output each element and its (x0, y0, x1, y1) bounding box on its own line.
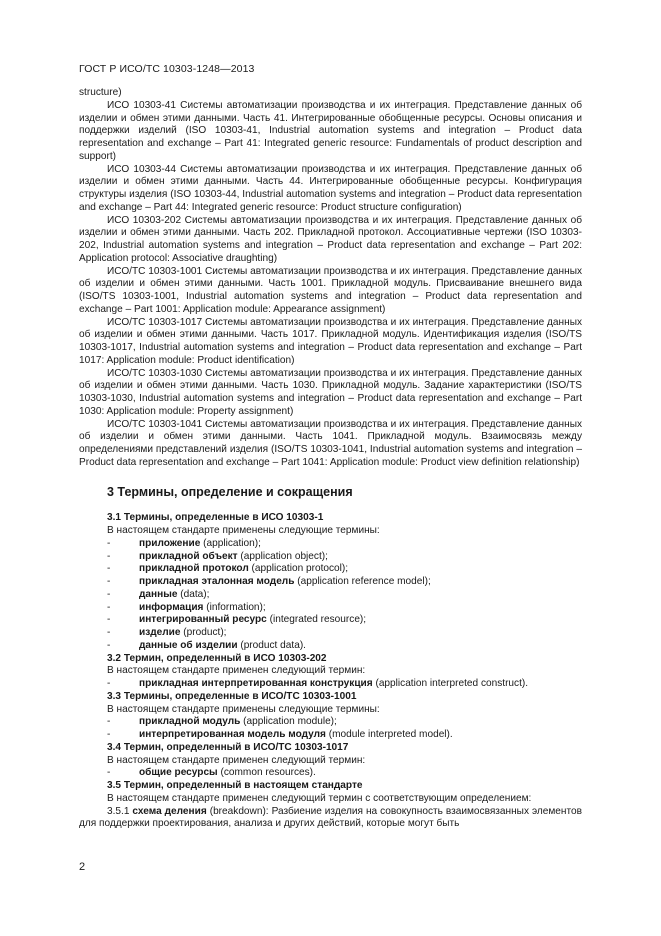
ref-iso-ts-10303-1001: ИСО/ТС 10303-1001 Системы автоматизации производства и их интеграция. Представление данных об изделии и обмен этими данными. Часть 1001. Прикладной модуль. Присваивание внешнего вида (ISO/TS 10303-1001, Industrial automation systems and integration – Product data representation and exchange – Part 1001: Application module: Appearance assignment) (79, 265, 582, 315)
term-english: (application object); (237, 550, 328, 562)
list-bullet: - (107, 563, 111, 575)
subsection-intro: В настоящем стандарте применен следующий термин: (107, 665, 366, 677)
list-item (107, 767, 582, 780)
term: прикладная интерпретированная конструкция (139, 678, 373, 689)
ref-iso-10303-202: ИСО 10303-202 Системы автоматизации производства и их интеграция. Представление данных об изделии и обмен этими данными. Часть 202. Прикладной протокол. Ассоциативные чертежи (ISO 10303-202, Industrial automation systems and integration – Product data representation and exchange – Part 202: Application protocol: Associative draughting) (79, 214, 582, 264)
ref-iso-10303-44: ИСО 10303-44 Системы автоматизации производства и их интеграция. Представление данных об изделии и обмен этими данными. Часть 44. Интегрированные обобщенные ресурсы. Конфигурация структуры изделия (ISO 10303-44, Industrial automation systems and integration – Product data representation and exchange – Part 44: Integrated generic resource: Product structure configuration) (79, 163, 582, 213)
term-english: (information); (203, 601, 266, 613)
list-bullet: - (107, 729, 111, 740)
term-english: (product); (180, 627, 227, 638)
list-item (107, 640, 582, 653)
list-bullet: - (107, 576, 111, 587)
list-item (107, 551, 582, 564)
document-header: ГОСТ Р ИСО/ТС 10303-1248—2013 (79, 63, 255, 75)
list-bullet: - (107, 767, 111, 779)
list-item (107, 576, 582, 589)
term: прикладной объект (139, 550, 238, 562)
list-bullet: - (107, 537, 111, 549)
term: данные (139, 588, 178, 600)
definition-number: 3.5.1 (107, 805, 133, 817)
list-bullet: - (107, 614, 111, 626)
list-bullet: - (107, 716, 111, 728)
subsection-intro: В настоящем стандарте применены следующие термины: (107, 703, 380, 715)
term: прикладной протокол (139, 563, 249, 575)
term: интерпретированная модель модуля (139, 729, 326, 740)
list-item (107, 589, 582, 602)
term-english: (application protocol); (248, 563, 349, 575)
term: прикладной модуль (139, 716, 241, 728)
term-english: (module interpreted model). (325, 729, 453, 740)
term: изделие (139, 627, 181, 638)
subsection-intro: В настоящем стандарте применен следующий термин: (107, 754, 366, 766)
term-english: (data); (177, 588, 210, 600)
list-bullet: - (107, 639, 111, 651)
list-bullet: - (107, 601, 111, 613)
term: информация (139, 601, 204, 613)
subsection-intro: В настоящем стандарте применены следующие термины: (107, 525, 380, 536)
list-bullet: - (107, 550, 111, 562)
ref-iso-ts-10303-1030: ИСО/ТС 10303-1030 Системы автоматизации производства и их интеграция. Представление данных об изделии и обмен этими данными. Часть 1030. Прикладной модуль. Задание характеристики (ISO/TS 10303-1030, Industrial automation systems and integration – Product data representation and exchange – Part 1030: Application module: Property assignment) (79, 367, 582, 417)
term: интегрированный ресурс (139, 614, 267, 626)
definition-paragraph (79, 806, 582, 832)
subsection-intro: В настоящем стандарте применен следующий термин с соответствующим определением: (107, 792, 532, 804)
subsection-title: 3.4 Термин, определенный в ИСО/ТС 10303-1017 (107, 741, 349, 753)
term-english: (integrated resource); (266, 614, 367, 626)
subsection-title: 3.3 Термины, определенные в ИСО/ТС 10303-1001 (107, 690, 357, 702)
list-item (107, 729, 582, 742)
subsection-title: 3.2 Термин, определенный в ИСО 10303-202 (107, 652, 327, 664)
term-english: (application); (200, 537, 261, 549)
subsection-title: 3.1 Термины, определенные в ИСО 10303-1 (107, 512, 324, 524)
list-bullet: - (107, 627, 111, 638)
page-number: 2 (79, 861, 86, 873)
list-item (107, 614, 582, 627)
subsection-title: 3.5 Термин, определенный в настоящем стандарте (107, 780, 363, 791)
list-item (107, 627, 582, 640)
definition-term: схема деления (132, 805, 207, 817)
section-title: 3 Термины, определение и сокращения (107, 484, 353, 499)
term-english: (application reference model); (294, 576, 431, 587)
term: приложение (139, 537, 201, 549)
definition-text: (breakdown): Разбиение изделия на совокупность взаимосвязанных элементов для поддержки проектирования, анализа и других действий, которые могут быть (79, 805, 582, 830)
list-item (107, 563, 582, 576)
term-english: (application module); (240, 716, 337, 728)
term-english: (product data). (237, 639, 306, 651)
list-item (107, 538, 582, 551)
ref-iso-10303-41: ИСО 10303-41 Системы автоматизации производства и их интеграция. Представление данных об изделии и обмен этими данными. Часть 41. Интегрированные обобщенные ресурсы. Основы описания и поддержки изделий (ISO 10303-41, Industrial automation systems and integration – Product data representation and exchange – Part 41: Integrated generic resource: Fundamentals of product description and support) (79, 99, 582, 162)
term-english: (application interpreted construct). (372, 678, 529, 689)
term: общие ресурсы (139, 767, 218, 779)
ref-continuation: structure) (79, 87, 122, 98)
list-item (107, 602, 582, 615)
page-content (79, 87, 582, 831)
ref-iso-ts-10303-1041: ИСО/ТС 10303-1041 Системы автоматизации производства и их интеграция. Представление данных об изделии и обмен этими данными. Часть 1041. Прикладной модуль. Взаимосвязь между определениями представлений изделия (ISO/TS 10303-1041, Industrial automation systems and integration – Product data representation and exchange – Part 1041: Application module: Product view definition relationship) (79, 418, 582, 468)
term-english: (common resources). (217, 767, 316, 779)
list-item (107, 716, 582, 729)
term: данные об изделии (139, 639, 238, 651)
list-item (107, 678, 582, 691)
ref-iso-ts-10303-1017: ИСО/ТС 10303-1017 Системы автоматизации производства и их интеграция. Представление данных об изделии и обмен этими данными. Часть 1017. Прикладной модуль. Идентификация изделия (ISO/TS 10303-1017, Industrial automation systems and integration – Product data representation and exchange – Part 1017: Application module: Product identification) (79, 316, 582, 366)
list-bullet: - (107, 678, 111, 689)
term: прикладная эталонная модель (139, 576, 295, 587)
list-bullet: - (107, 588, 111, 600)
